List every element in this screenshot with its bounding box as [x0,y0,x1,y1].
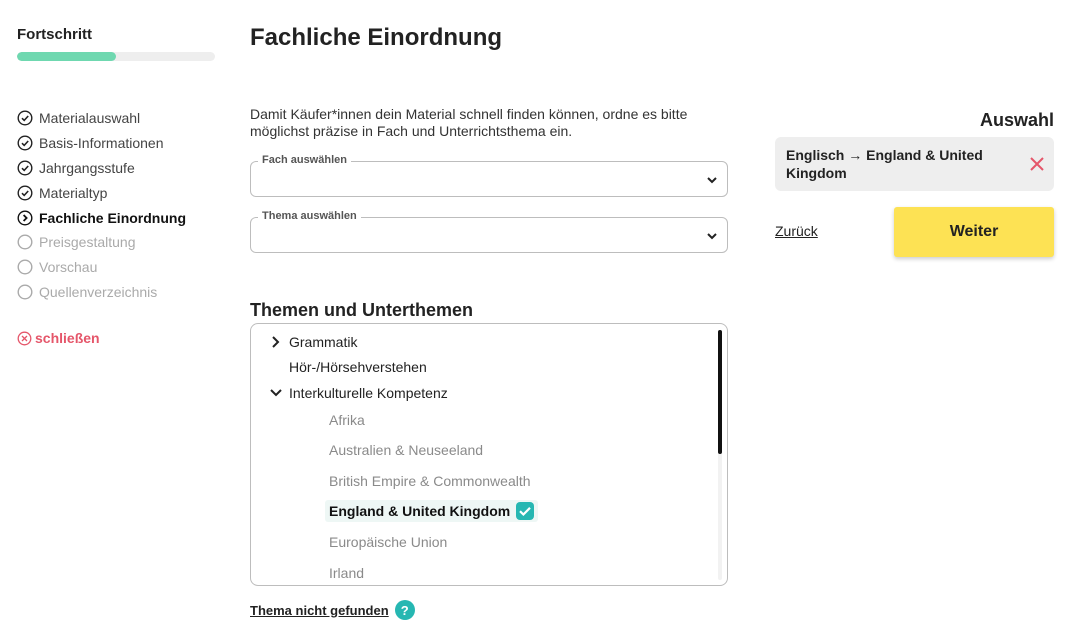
tree-node-label: Grammatik [289,334,358,350]
step-materialtyp[interactable] [17,180,186,205]
tree-node-australien[interactable] [329,442,483,458]
tree-node-label: Interkulturelle Kompetenz [289,385,448,401]
step-label: Quellenverzeichnis [39,283,158,300]
selection-chip [775,137,1054,191]
step-materialauswahl[interactable] [17,106,186,131]
help-icon[interactable]: ? [395,600,415,620]
selection-title: Auswahl [979,110,1054,130]
tree-node-british-empire[interactable] [329,473,531,489]
chevron-right-icon [269,335,283,349]
step-fachliche-einordnung[interactable] [17,205,186,230]
tree-node-england-selected[interactable] [325,500,538,522]
thema-select-label: Thema auswählen [258,210,361,222]
tree-node-label: Irland [329,565,365,581]
tree-node-label: Europäische Union [329,534,448,550]
close-circle-icon [17,331,32,346]
chevron-down-icon [269,386,283,400]
check-circle-icon [17,110,33,126]
tree-node-label: British Empire & Commonwealth [329,473,531,489]
step-list [17,106,186,304]
check-circle-icon [17,135,33,151]
close-label: schließen [35,330,100,346]
step-label: Materialtyp [39,184,108,201]
arrow-circle-icon [17,210,33,226]
topics-title: Themen und Unterthemen [250,300,474,320]
tree-scrollbar[interactable] [718,330,722,580]
intro-text: Damit Käufer*innen dein Material schnell finden können, ordne es bitte möglichst präzise in Fach und Unterrichtsthema ein. [250,106,688,139]
chevron-down-icon [706,174,718,186]
step-label: Basis-Informationen [39,135,164,152]
back-link[interactable]: Zurück [775,223,818,239]
progress-title: Fortschritt [17,26,92,43]
step-label: Materialauswahl [39,110,141,127]
tree-node-label: Australien & Neuseeland [329,442,484,458]
progress-bar [17,52,215,61]
tree-scrollbar-thumb[interactable] [718,330,722,454]
check-circle-icon [17,185,33,201]
step-quellenverzeichnis [17,280,186,305]
tree-node-grammatik[interactable] [269,334,357,350]
topic-tree[interactable] [250,323,728,586]
page-title: Fachliche Einordnung [250,24,503,51]
progress-bar-fill [17,52,116,61]
chevron-down-icon [706,230,718,242]
tree-node-label: England & United Kingdom [329,503,511,519]
step-label: Fachliche Einordnung [39,209,187,226]
tree-node-europaeische-union[interactable] [329,534,447,550]
topic-not-found-link[interactable]: Thema nicht gefunden [250,602,389,618]
tree-node-label: Hör-/Hörsehverstehen [289,359,427,375]
step-vorschau [17,255,186,280]
tree-node-interkulturelle-kompetenz[interactable] [269,385,448,401]
step-preisgestaltung [17,230,186,255]
next-button[interactable]: Weiter [894,207,1054,257]
empty-circle-icon [17,284,33,300]
tree-node-hoerverstehen[interactable] [289,359,427,375]
step-label: Vorschau [39,259,98,276]
step-label: Jahrgangsstufe [39,159,135,176]
empty-circle-icon [17,234,33,250]
checkbox-checked-icon [516,502,534,520]
step-jahrgangsstufe[interactable] [17,156,186,181]
check-circle-icon [17,160,33,176]
empty-circle-icon [17,259,33,275]
tree-node-label: Afrika [329,412,365,428]
step-label: Preisgestaltung [39,234,136,251]
tree-node-afrika[interactable] [329,412,365,428]
step-basis-informationen[interactable] [17,131,186,156]
fach-select-label: Fach auswählen [258,154,351,166]
remove-selection-icon[interactable] [1029,156,1045,172]
close-link[interactable] [17,330,100,346]
fach-select[interactable] [250,154,728,197]
selection-chip-text: Englisch → England & United Kingdom [786,147,983,181]
thema-select[interactable] [250,210,728,253]
topic-not-found [250,600,415,620]
tree-node-irland[interactable] [329,565,364,581]
